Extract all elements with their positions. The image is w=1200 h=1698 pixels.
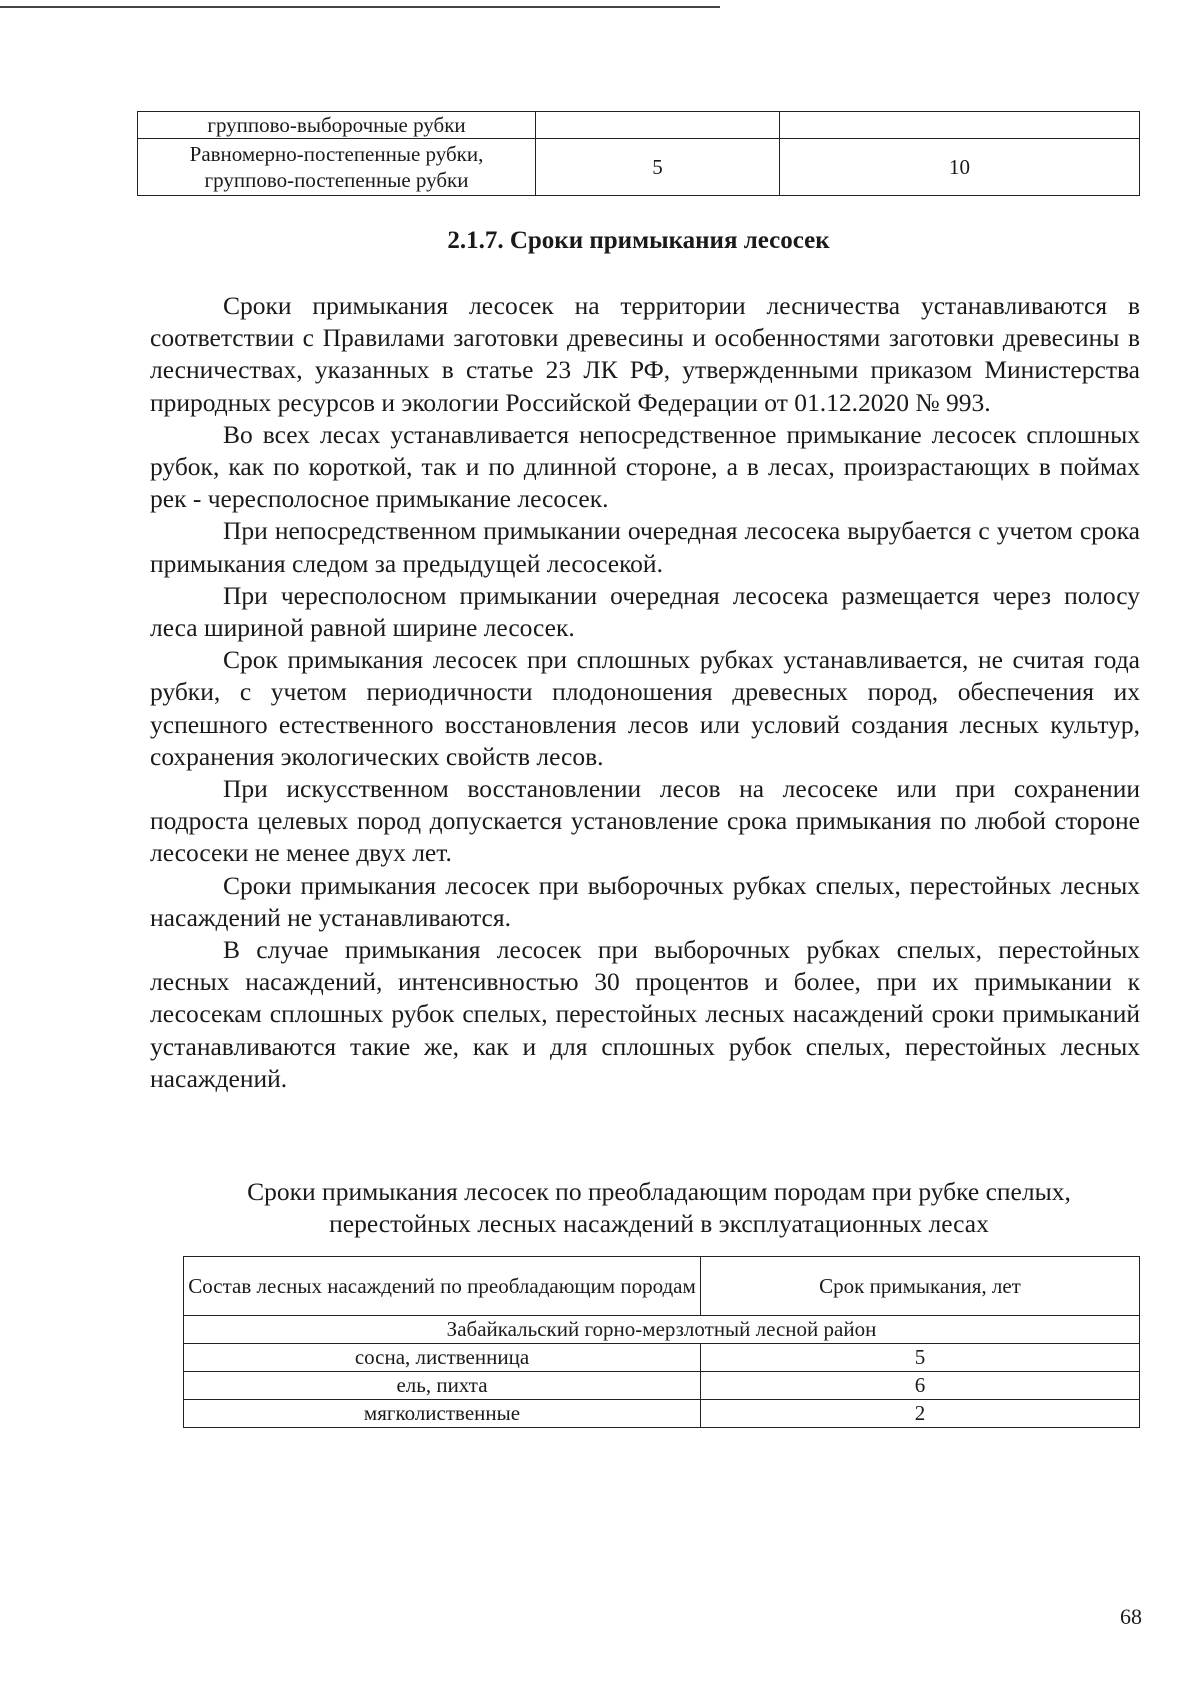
table-caption-line: Сроки примыкания лесосек по преобладающим породам при рубке спелых,	[247, 1177, 1071, 1206]
table-header-row	[184, 1257, 1140, 1316]
species-cell: ель, пихта	[184, 1372, 701, 1400]
table-row	[138, 112, 1140, 139]
table-row	[184, 1372, 1140, 1400]
scan-edge-line	[0, 6, 720, 8]
table-cell: 10	[780, 139, 1140, 196]
section-title: 2.1.7. Сроки примыкания лесосек	[447, 227, 830, 254]
table-row	[184, 1344, 1140, 1372]
years-cell: 2	[701, 1400, 1140, 1428]
table-cell	[780, 112, 1140, 139]
paragraph: При искусственном восстановлении лесов на лесосеке или при сохранении подроста целевых пород допускается установление срока примыкания по любой стороне лесосеки не менее двух лет.	[150, 774, 1140, 868]
paragraph: В случае примыкания лесосек при выборочных рубках спелых, перестойных лесных насаждений, интенсивностью 30 процентов и более, при их примыкании к лесосекам сплошных рубок спелых, перестойных лесных насаждений сроки примыканий устанавливаются такие же, как и для сплошных рубок спелых, перестойных лесных насаждений.	[150, 935, 1140, 1093]
table-row	[138, 139, 1140, 196]
table-caption-line: перестойных лесных насаждений в эксплуатационных лесах	[329, 1209, 989, 1238]
paragraph: Срок примыкания лесосек при сплошных рубках устанавливается, не считая года рубки, с учетом периодичности плодоношения древесных пород, обеспечения их успешного естественного восстановления лесов или условий создания лесных культур, сохранения экологических свойств лесов.	[150, 645, 1140, 771]
region-name: Забайкальский горно-мерзлотный лесной район	[184, 1316, 1140, 1344]
column-header-term: Срок примыкания, лет	[701, 1257, 1140, 1316]
paragraph: При непосредственном примыкании очередная лесосека вырубается с учетом срока примыкания следом за предыдущей лесосекой.	[150, 516, 1140, 578]
table-row	[184, 1400, 1140, 1428]
species-cell: мягколиственные	[184, 1400, 701, 1428]
species-cell: сосна, лиственница	[184, 1344, 701, 1372]
years-cell: 5	[701, 1344, 1140, 1372]
table-cell	[536, 112, 780, 139]
table-cell: группово-выборочные рубки	[138, 112, 536, 139]
column-header-composition: Состав лесных насаждений по преобладающим породам	[184, 1257, 701, 1316]
continued-table	[137, 111, 1140, 196]
adjacency-terms-table	[183, 1256, 1140, 1428]
years-cell: 6	[701, 1372, 1140, 1400]
paragraph: При чересполосном примыкании очередная лесосека размещается через полосу леса шириной равной ширине лесосек.	[150, 580, 1140, 643]
table-caption	[178, 1176, 1140, 1240]
body-text	[150, 290, 1140, 1095]
table-region-row	[184, 1316, 1140, 1344]
table-cell: 5	[536, 139, 780, 196]
paragraph: Сроки примыкания лесосек при выборочных рубках спелых, перестойных лесных насаждений не устанавливаются.	[150, 870, 1140, 932]
paragraph: Сроки примыкания лесосек на территории лесничества устанавливаются в соответствии с Правилами заготовки древесины и особенностями заготовки древесины в лесничествах, указанных в статье 23 ЛК РФ, утвержденными приказом Министерства природных ресурсов и экологии Российской Федерации от 01.12.2020 № 993.	[150, 291, 1140, 417]
table-cell: Равномерно-постепенные рубки, группово-постепенные рубки	[138, 139, 536, 196]
page-number: 68	[1120, 1604, 1142, 1629]
paragraph: Во всех лесах устанавливается непосредственное примыкание лесосек сплошных рубок, как по короткой, так и по длинной стороне, а в лесах, произрастающих в поймах рек - чересполосное примыкание лесосек.	[150, 419, 1140, 514]
